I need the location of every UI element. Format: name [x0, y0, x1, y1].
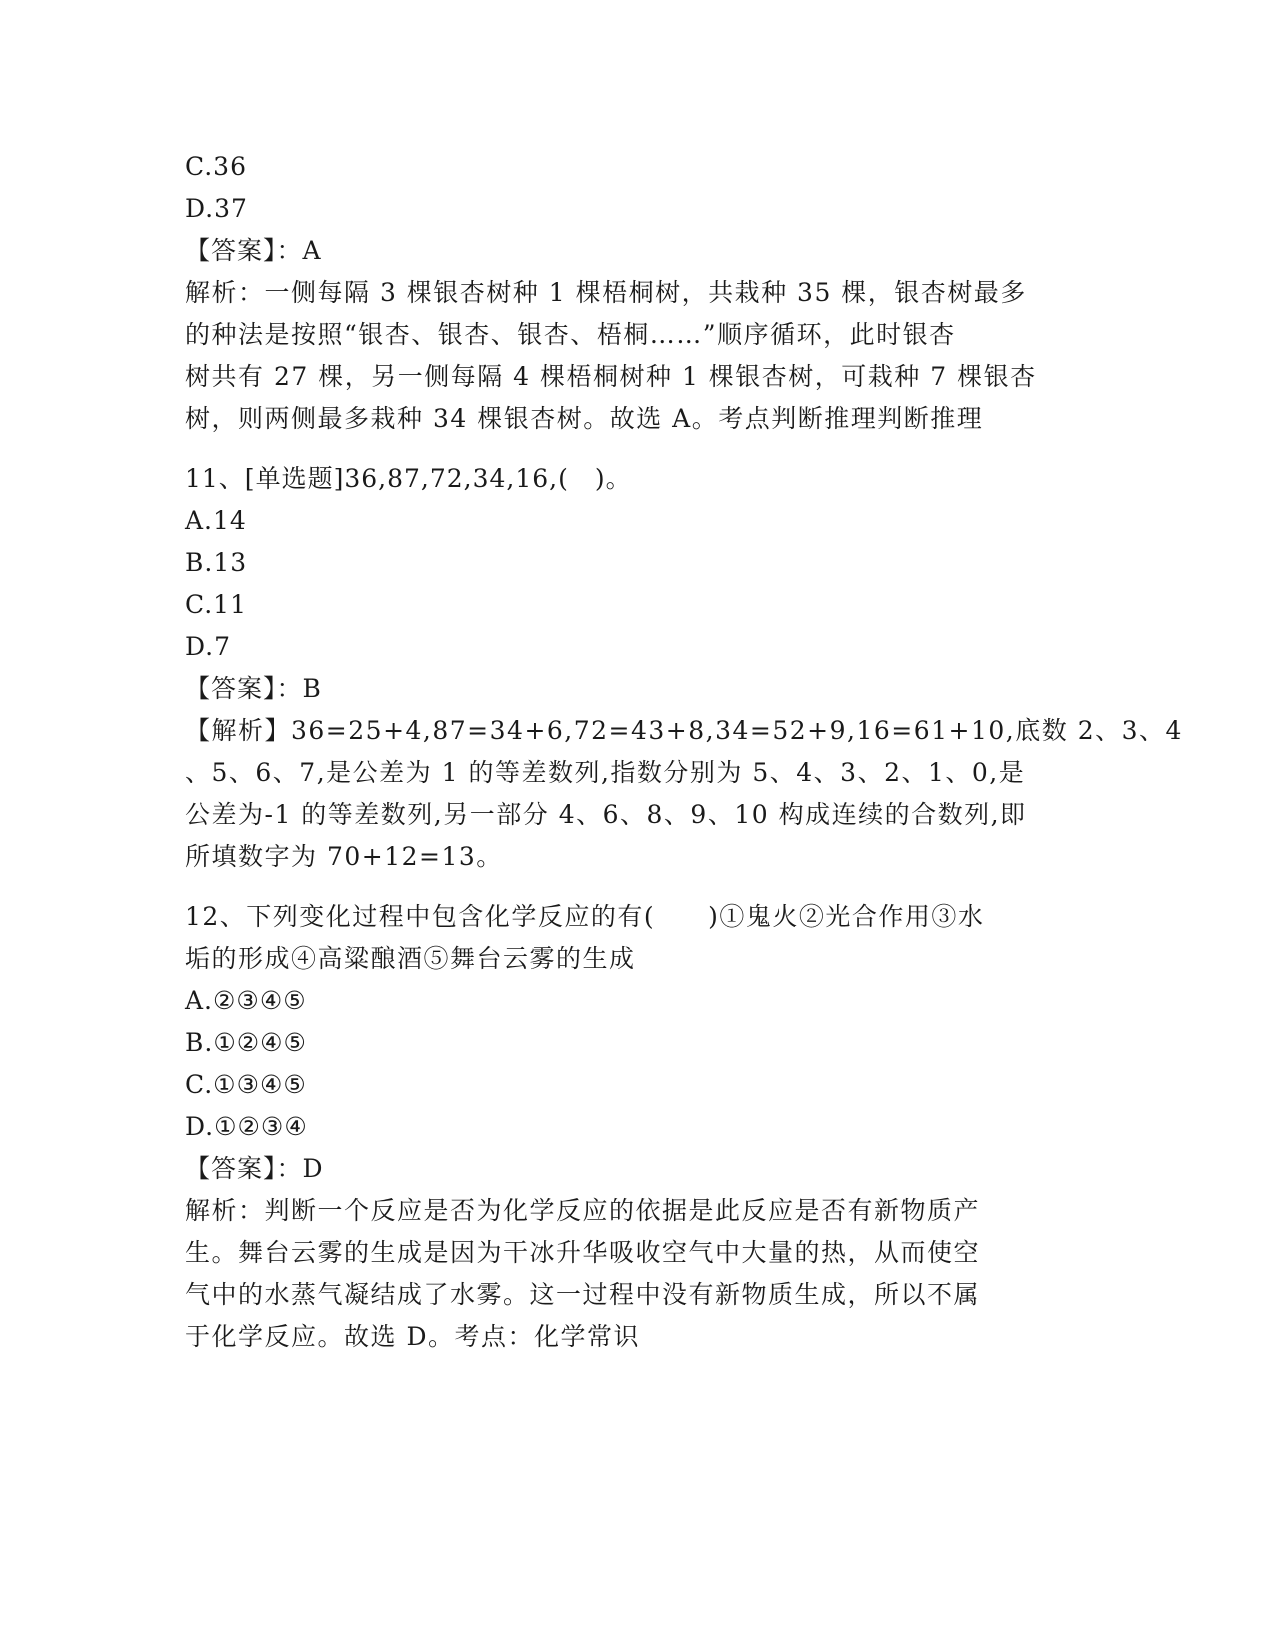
analysis	[185, 1190, 1085, 1358]
question-stem	[185, 896, 1085, 980]
option-c: C.36	[185, 152, 247, 181]
analysis-line: 【解析】36=25+4,87=34+6,72=43+8,34=52+9,16=61+10,底数 2、3、4	[185, 716, 1183, 745]
option-c: C.11	[185, 590, 247, 619]
stem-line: 12、下列变化过程中包含化学反应的有( )①鬼火②光合作用③水	[185, 902, 985, 931]
analysis	[185, 710, 1183, 878]
question-12	[185, 896, 1085, 1358]
answer: 【答案】：D	[185, 1154, 324, 1183]
analysis-line: 气中的水蒸气凝结成了水雾。这一过程中没有新物质生成，所以不属	[185, 1280, 981, 1309]
option-d: D.①②③④	[185, 1112, 308, 1141]
option-a: A.14	[185, 506, 247, 535]
question-11	[185, 458, 1183, 878]
analysis-line: 树，则两侧最多栽种 34 棵银杏树。故选 A。考点判断推理判断推理	[185, 404, 984, 433]
analysis-line: 生。舞台云雾的生成是因为干冰升华吸收空气中大量的热，从而使空	[185, 1238, 981, 1267]
analysis-line: 解析：判断一个反应是否为化学反应的依据是此反应是否有新物质产	[185, 1196, 981, 1225]
question-stem: 11、[单选题]36,87,72,34,16,( )。	[185, 464, 632, 493]
analysis-line: 所填数字为 70+12=13。	[185, 842, 503, 871]
analysis-line: 公差为-1 的等差数列,另一部分 4、6、8、9、10 构成连续的合数列,即	[185, 800, 1027, 829]
option-d: D.7	[185, 632, 232, 661]
option-c: C.①③④⑤	[185, 1070, 307, 1099]
question-10	[185, 146, 1085, 440]
analysis	[185, 272, 1085, 440]
option-a: A.②③④⑤	[185, 986, 307, 1015]
option-b: B.13	[185, 548, 248, 577]
analysis-line: 树共有 27 棵，另一侧每隔 4 棵梧桐树种 1 棵银杏树，可栽种 7 棵银杏	[185, 362, 1037, 391]
option-b: B.①②④⑤	[185, 1028, 307, 1057]
answer: 【答案】：A	[185, 236, 322, 265]
option-d: D.37	[185, 194, 248, 223]
document-page	[185, 146, 1183, 1358]
analysis-line: 的种法是按照“银杏、银杏、银杏、梧桐……”顺序循环，此时银杏	[185, 320, 956, 349]
answer: 【答案】：B	[185, 674, 322, 703]
stem-line: 垢的形成④高粱酿酒⑤舞台云雾的生成	[185, 944, 636, 973]
analysis-line: 、5、6、7,是公差为 1 的等差数列,指数分别为 5、4、3、2、1、0,是	[185, 758, 1026, 787]
analysis-line: 于化学反应。故选 D。考点：化学常识	[185, 1322, 640, 1351]
analysis-line: 解析：一侧每隔 3 棵银杏树种 1 棵梧桐树，共栽种 35 棵，银杏树最多	[185, 278, 1027, 307]
